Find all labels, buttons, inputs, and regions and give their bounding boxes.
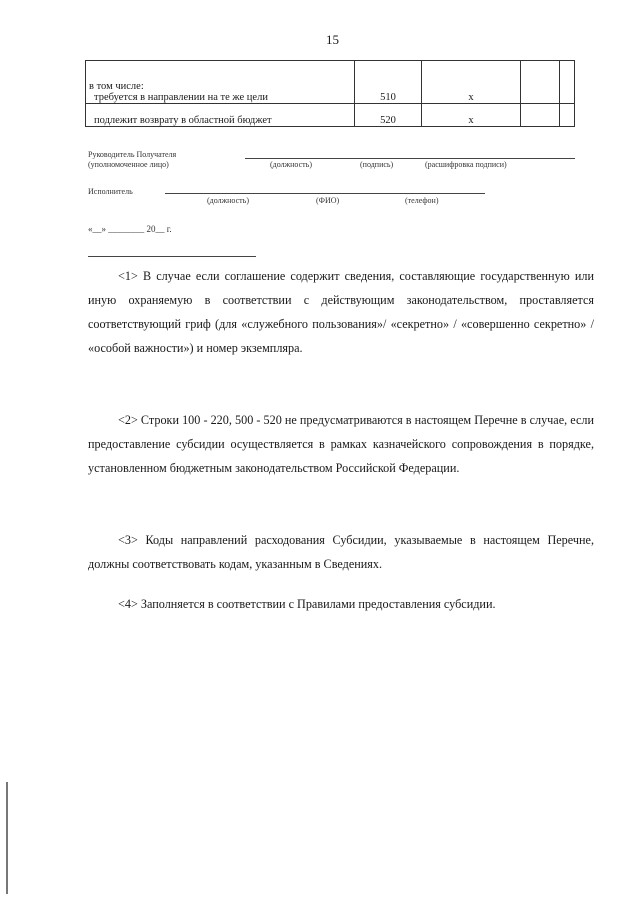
row-head-label: в том числе: bbox=[89, 81, 144, 92]
subsidy-table bbox=[85, 60, 575, 127]
table-row bbox=[86, 61, 575, 104]
executor-phone-caption: (телефон) bbox=[405, 196, 439, 205]
empty-cell bbox=[560, 104, 575, 127]
row-code: 510 bbox=[355, 61, 422, 104]
row-label: подлежит возврату в областной бюджет bbox=[94, 115, 272, 126]
executor-name-caption: (ФИО) bbox=[316, 196, 340, 205]
date-line: «__» ________ 20__ г. bbox=[88, 224, 172, 234]
footnote-1: <1> В случае если соглашение содержит сведения, составляющие государственную или иную охраняемую в соответствии с действующим законодательством, проставляется соответствующий гриф (для «служебного пользования»/ «секретно» / «совершенно секретно» / «особой важности») и номер экземпляра. bbox=[88, 269, 594, 355]
row-value: x bbox=[422, 61, 521, 104]
executor-line bbox=[165, 193, 485, 194]
signature-line bbox=[245, 158, 575, 159]
executor-label: Исполнитель bbox=[88, 187, 133, 196]
table-cell-label bbox=[86, 104, 355, 127]
executor-position-caption: (должность) bbox=[207, 196, 249, 205]
signature-caption: (подпись) bbox=[360, 160, 394, 169]
decoding-caption: (расшифровка подписи) bbox=[425, 160, 507, 169]
footnote-2: <2> Строки 100 - 220, 500 - 520 не предусматриваются в настоящем Перечне в случае, если предоставление субсидии осуществляется в рамках казначейского сопровождения в порядке, установленном бюджетным законодательством Российской Федерации. bbox=[88, 413, 594, 475]
head-label: Руководитель Получателя bbox=[88, 150, 177, 159]
row-value: x bbox=[422, 104, 521, 127]
empty-cell bbox=[521, 61, 560, 104]
table-row bbox=[86, 104, 575, 127]
empty-cell bbox=[560, 61, 575, 104]
footnote-separator bbox=[88, 256, 256, 257]
row-code: 520 bbox=[355, 104, 422, 127]
footnote-3: <3> Коды направлений расходования Субсидии, указываемые в настоящем Перечне, должны соответствовать кодам, указанным в Сведениях. bbox=[88, 533, 594, 571]
empty-cell bbox=[521, 104, 560, 127]
table-cell-label bbox=[86, 61, 355, 104]
page-number: 15 bbox=[326, 32, 339, 47]
head-label-sub: (уполномоченное лицо) bbox=[88, 160, 169, 169]
footnote-4: <4> Заполняется в соответствии с Правилами предоставления субсидии. bbox=[118, 597, 496, 611]
position-caption: (должность) bbox=[270, 160, 312, 169]
row-label: требуется в направлении на те же цели bbox=[94, 92, 268, 103]
scan-edge-mark bbox=[6, 782, 8, 894]
